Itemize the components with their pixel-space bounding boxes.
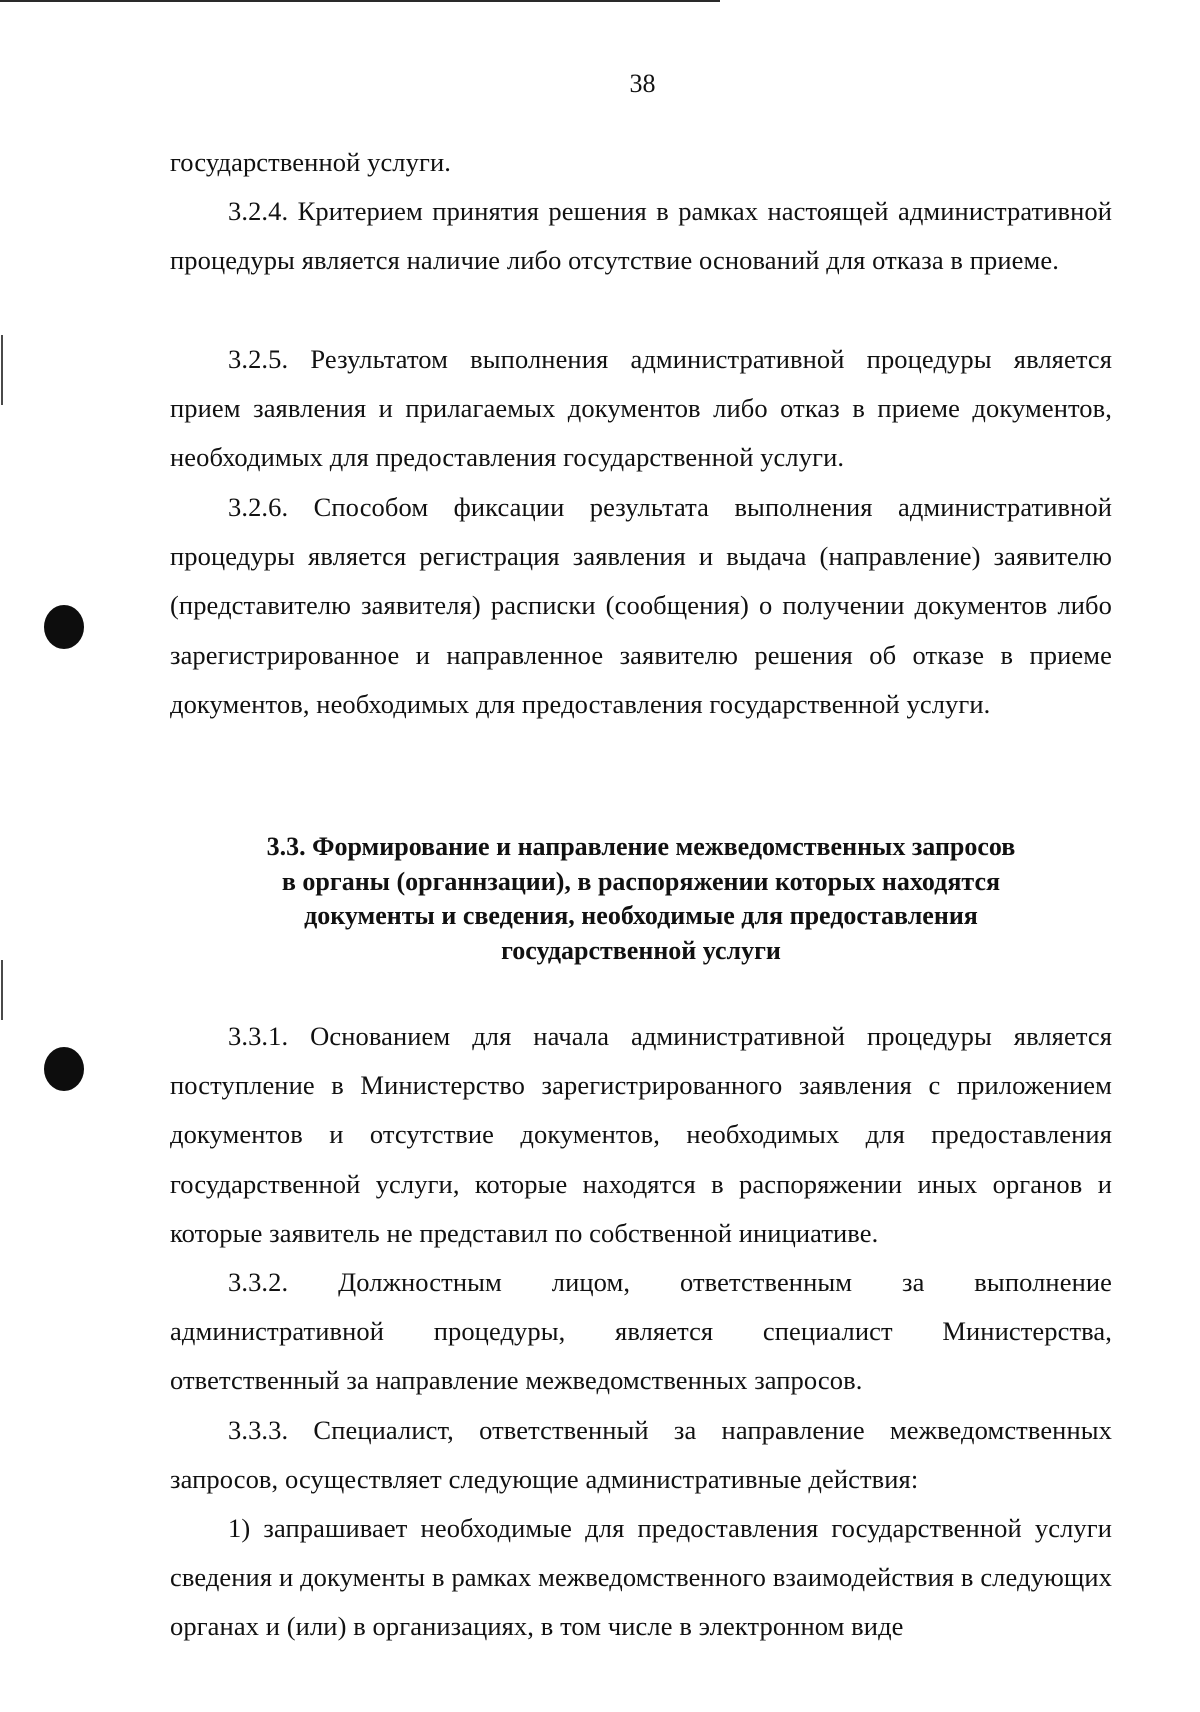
punch-hole xyxy=(44,605,84,649)
section-heading xyxy=(170,830,1112,968)
section-heading-line: в органы (органнзации), в распоряжении которых находятся xyxy=(281,866,1001,896)
paragraph-continuation: государственной услуги. xyxy=(170,147,451,177)
section-heading-line: 3.3. Формирование и направление межведомственных запросов xyxy=(266,832,1016,861)
paragraph-3-2-5: 3.2.5. Результатом выполнения административной процедуры является прием заявления и прилагаемых документов либо отказ в приеме документов, необходимых для предоставления государственной услуги. xyxy=(170,344,1112,473)
section-heading-line: государственной услуги xyxy=(501,935,781,965)
paragraph-3-2-6: 3.2.6. Способом фиксации результата выполнения административной процедуры является регистрация заявления и выдача (направление) заявителю (представителю заявителя) расписки (сообщения) о получении документов либо зарегистрированное и направленное заявителю решения об отказе в приеме документов, необходимых для предоставления государственной услуги. xyxy=(170,492,1112,719)
page-number: 38 xyxy=(629,69,656,98)
paragraph-3-3-1: 3.3.1. Основанием для начала административной процедуры является поступление в Министерство зарегистрированного заявления с приложением документов и отсутствие документов, необходимых для предоставления государственной услуги, которые находятся в распоряжении иных органов и которые заявитель не представил по собственной инициативе. xyxy=(170,1021,1112,1248)
punch-hole xyxy=(44,1047,84,1091)
list-item-1: 1) запрашивает необходимые для предоставления государственной услуги сведения и документы в рамках межведомственного взаимодействия в следующих органах и (или) в организациях, в том числе в электронном виде xyxy=(170,1513,1112,1642)
scan-edge-mark xyxy=(1,335,3,405)
scan-edge-mark xyxy=(1,960,3,1020)
paragraph-3-3-2: 3.3.2. Должностным лицом, ответственным за выполнение административной процедуры, является специалист Министерства, ответственный за направление межведомственных запросов. xyxy=(170,1267,1112,1396)
paragraph-3-2-4: 3.2.4. Критерием принятия решения в рамках настоящей административной процедуры является наличие либо отсутствие оснований для отказа в приеме. xyxy=(170,196,1112,276)
scan-edge-line xyxy=(0,0,720,2)
section-heading-line: документы и сведения, необходимые для предоставления xyxy=(304,901,978,930)
paragraph-3-3-3: 3.3.3. Специалист, ответственный за направление межведомственных запросов, осуществляет следующие административные действия: xyxy=(170,1415,1112,1495)
